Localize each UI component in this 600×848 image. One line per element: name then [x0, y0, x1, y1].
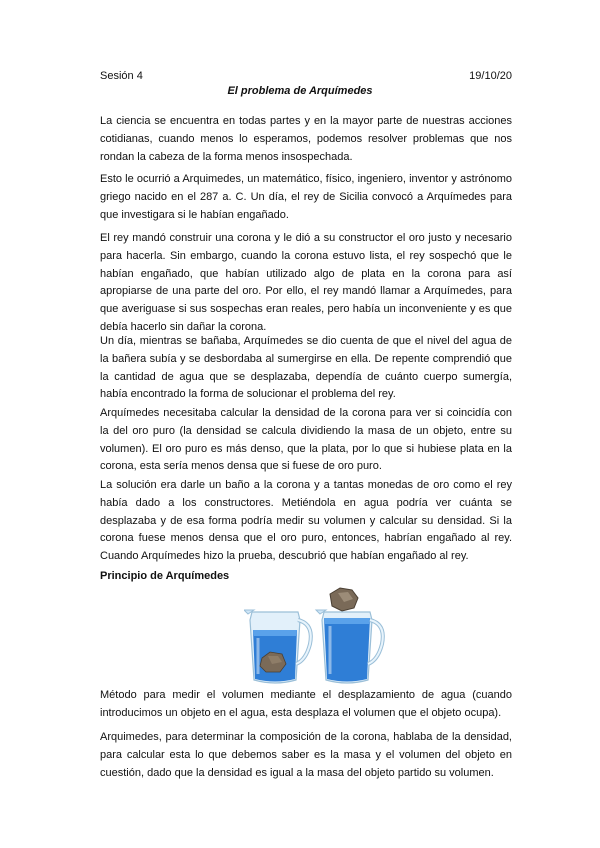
paragraph-7: Arquimedes, para determinar la composición de la corona, hablaba de la densidad, para calcular esta lo que debemos saber es la masa y el volumen del objeto en cuestión, dado que la densidad es igual a la masa del objeto partido su volumen. [100, 731, 512, 779]
page-header [100, 70, 512, 84]
jugs-svg [244, 582, 388, 688]
right-jug [316, 610, 383, 683]
paragraph-5: Arquímedes necesitaba calcular la densidad de la corona para ver si coincidía con la del oro puro (la densidad se calcula dividiendo la masa de un objeto, entre su volumen). El oro puro es más denso, que la plata, por lo que si hubiese plata en la corona, esta sería menos densa que si fuese de oro puro. [100, 407, 512, 473]
section-heading: Principio de Arquímedes [100, 570, 230, 582]
session-label: Sesión 4 [100, 70, 143, 82]
paragraph-3: El rey mandó construir una corona y le dió a su constructor el oro justo y necesario para hacerla. Sin embargo, cuando la corona estuvo lista, el rey sospechó que le habían engañado, que habían utilizado algo de plata en la corona para así apropiarse de una parte del oro. Por ello, el rey mandó llamar a Arquímedes, para que averiguase si sus sospechas eran reales, pero había un inconveniente y es que debía hacerlo sin dañar la corona. [100, 232, 512, 333]
date-label: 19/10/20 [469, 70, 512, 82]
left-jug [244, 610, 311, 683]
paragraph-1: La ciencia se encuentra en todas partes y en la mayor parte de nuestras acciones cotidianas, cuando menos lo esperamos, podemos resolver problemas que nos rondan la cabeza de la forma menos insospechada. [100, 115, 512, 163]
paragraph-2: Esto le ocurrió a Arquimedes, un matemático, físico, ingeniero, inventor y astrónomo griego nacido en el 287 a. C. Un día, el rey de Sicilia convocó a Arquímedes para que investigara si le habían engañado. [100, 173, 512, 221]
falling-rock [330, 588, 358, 611]
paragraph-4: Un día, mientras se bañaba, Arquímedes se dio cuenta de que el nivel del agua de la bañera subía y se desbordaba al sumergirse en ella. De repente comprendió que la cantidad de agua que se desplazaba, dependía de cuánto cuerpo sumergía, había encontrado la forma de solucionar el problema del rey. [100, 335, 512, 401]
paragraph-6: La solución era darle un baño a la corona y a tantas monedas de oro como el rey había dado a los constructores. Metiéndola en agua podría ver cuánta se desplazaba y de esa forma podría medir su volumen y calcular su densidad. Si la corona fuese menos densa que el oro puro, entonces, habrían engañado al rey. Cuando Arquímedes hizo la prueba, descubrió que habían engañado al rey. [100, 479, 512, 563]
document-title: El problema de Arquímedes [227, 85, 373, 97]
figure-caption: Método para medir el volumen mediante el desplazamiento de agua (cuando introducimos un objeto en el agua, esta desplaza el volumen que el objeto ocupa). [100, 689, 512, 719]
archimedes-jugs-illustration [244, 582, 388, 688]
